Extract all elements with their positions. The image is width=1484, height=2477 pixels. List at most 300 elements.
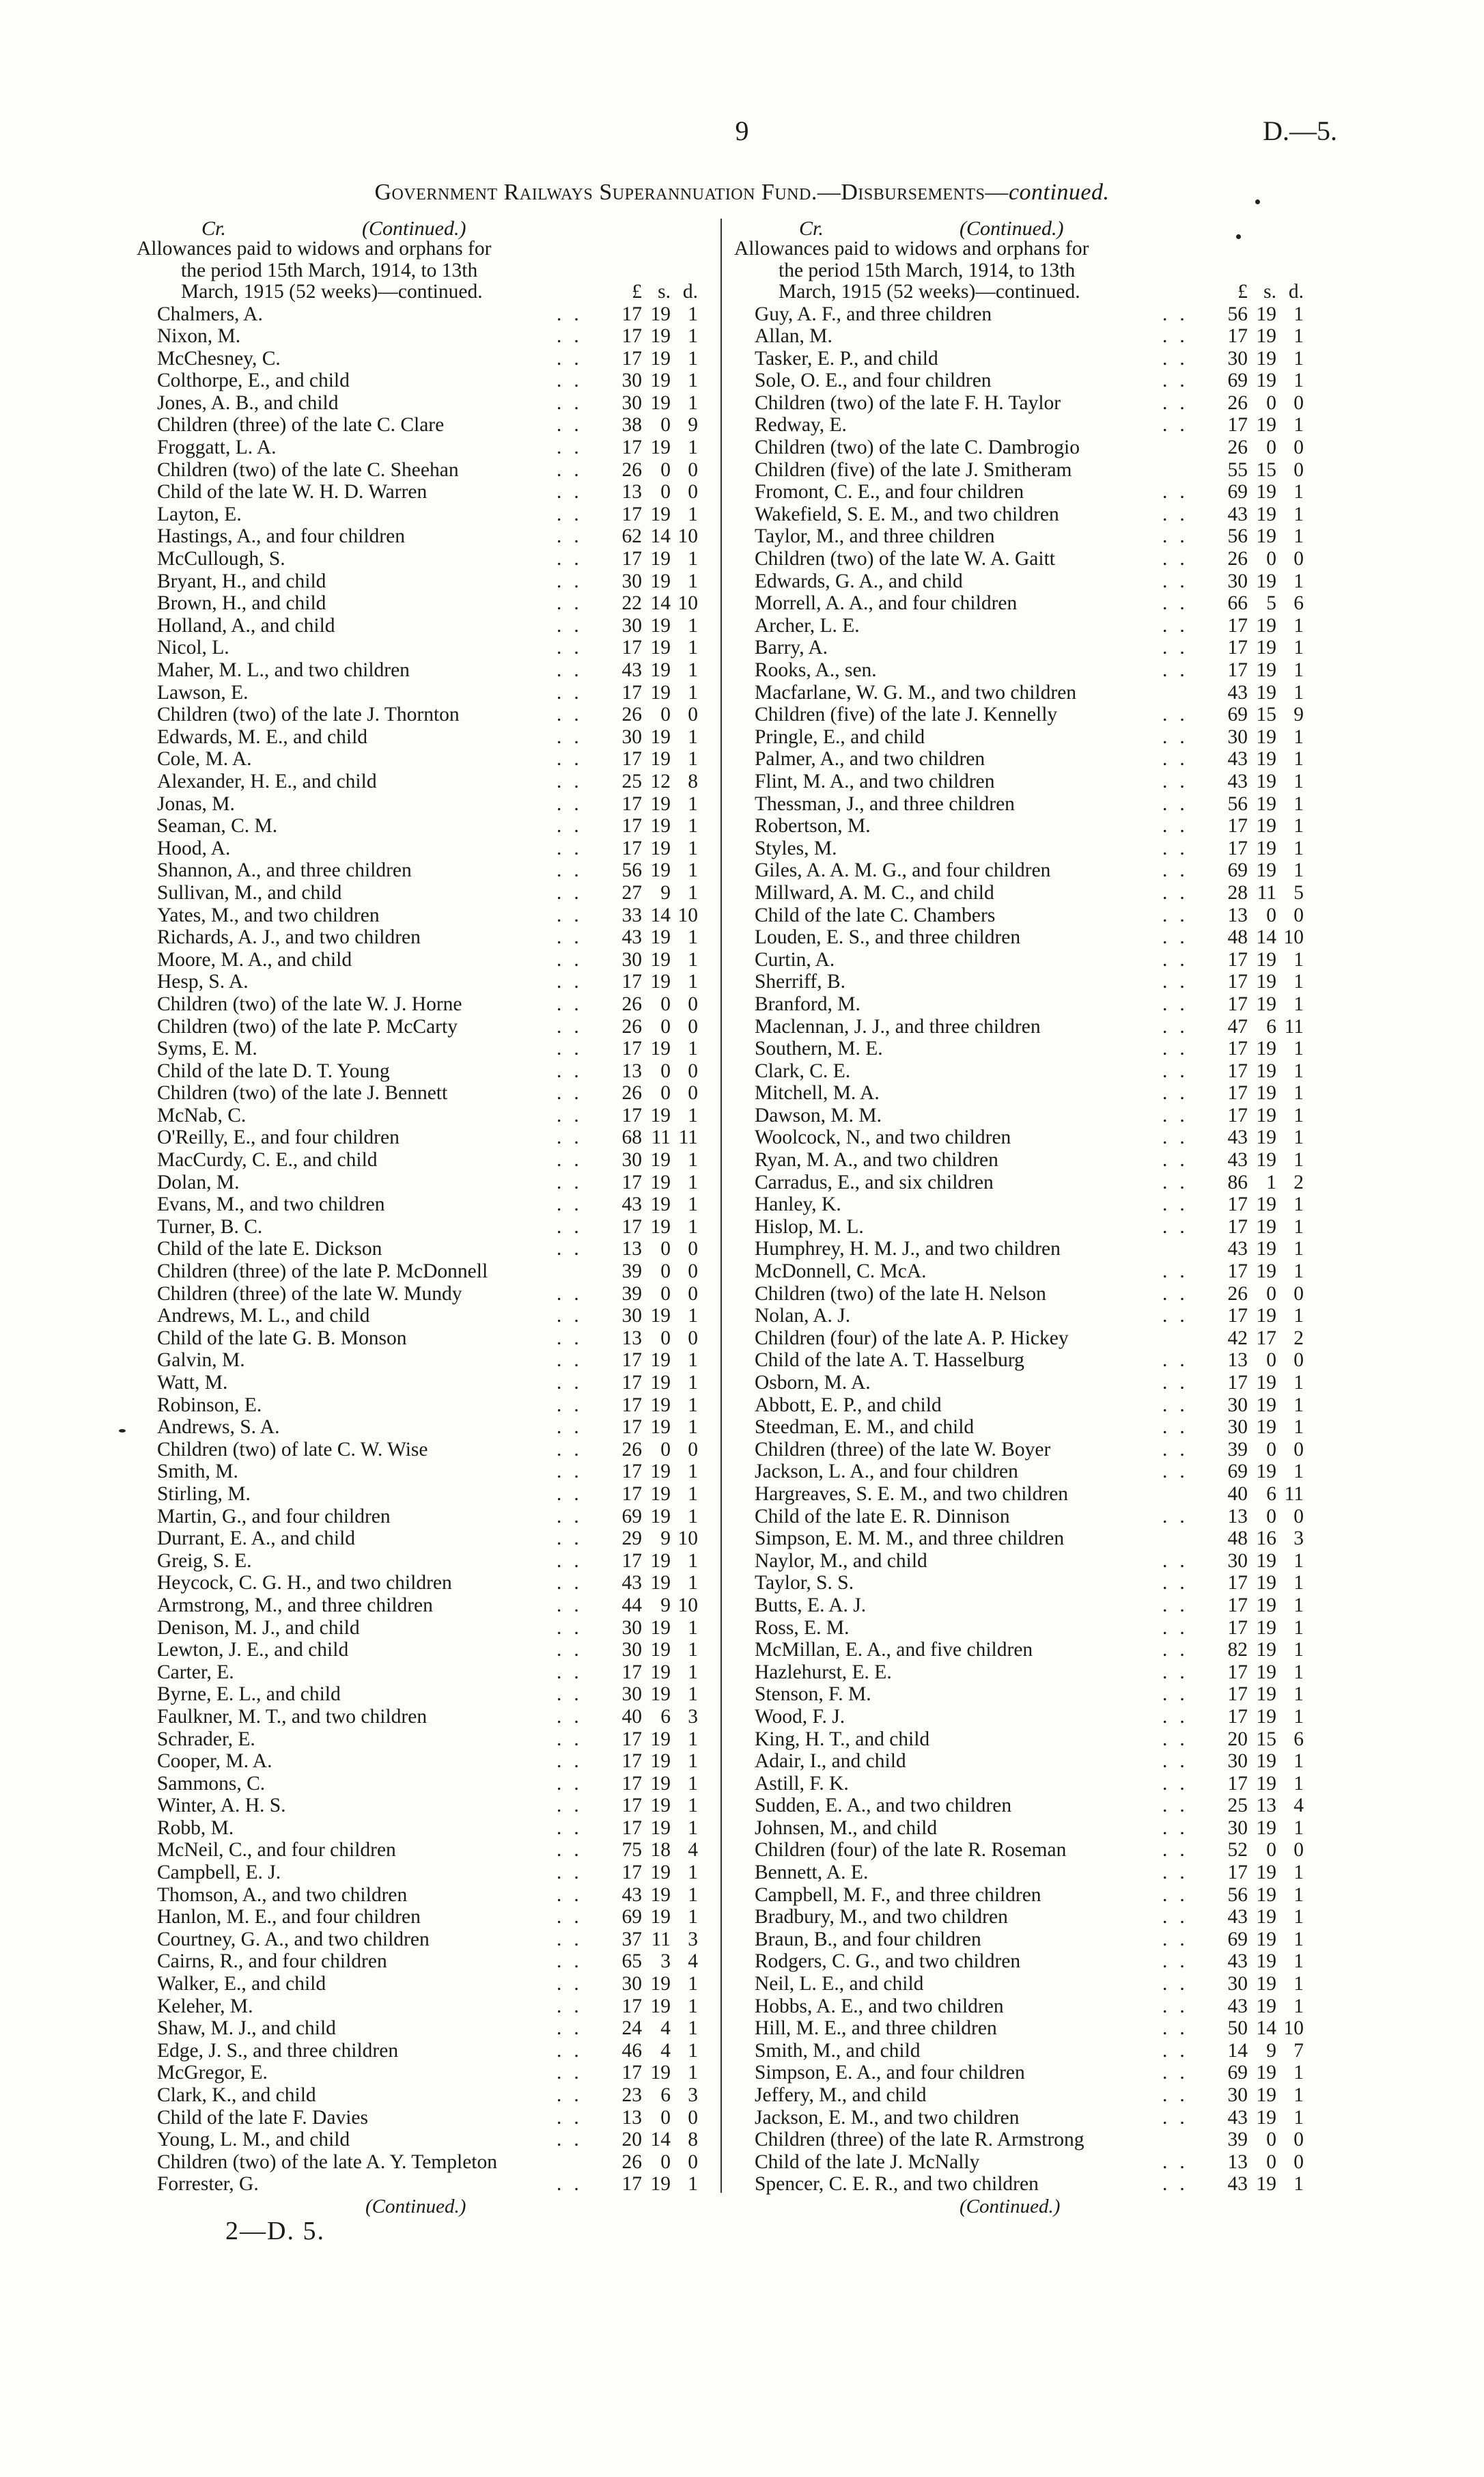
amount-pounds: 30 [621,1639,642,1661]
amount-pounds: 30 [1227,1549,1248,1572]
leader-dots: .. [557,1594,591,1616]
leader-dots: .. [557,391,591,414]
payee-name: Child of the late A. T. Hasselburg [755,1349,1024,1372]
column-header [137,217,731,238]
payee-name: Children (two) of the late C. Sheehan [157,458,459,481]
amount-shillings: 19 [650,1572,671,1594]
amount-pence: 1 [1293,2084,1304,2106]
table-row [137,1884,731,1907]
table-row [734,904,1328,927]
table-row [137,1394,731,1417]
payee-name: Smith, M., and child [755,2039,921,2062]
payee-name: Jackson, E. M., and two children [755,2106,1020,2129]
table-row [734,1416,1328,1439]
amount-pence: 10 [677,1527,698,1550]
payee-name: Children (three) of the late R. Armstrong [755,2129,1084,2151]
amount-pence: 1 [688,1372,698,1394]
leader-dots: .. [1162,1038,1197,1060]
table-row [734,659,1328,682]
amount-shillings: 19 [650,1193,671,1216]
payee-name: Steedman, E. M., and child [755,1416,975,1439]
amount-shillings: 0 [1266,1839,1276,1862]
payee-name: Morrell, A. A., and four children [755,592,1018,615]
amount-shillings: 19 [650,437,671,459]
amount-pence: 1 [688,2039,698,2062]
table-row [734,1639,1328,1661]
payee-name: Forrester, G. [157,2173,259,2196]
leader-dots: .. [1162,1862,1197,1884]
amount-pounds: 26 [621,1015,642,1038]
amount-shillings: 19 [1256,1772,1276,1795]
amount-shillings: 19 [650,1816,671,1839]
amount-pounds: 17 [1227,1104,1248,1126]
amount-shillings: 0 [660,1282,671,1305]
amount-pence: 1 [688,347,698,370]
table-row [137,1416,731,1439]
payee-name: Children (four) of the late A. P. Hickey [755,1327,1069,1349]
table-row [734,1795,1328,1817]
amount-shillings: 14 [650,2129,671,2151]
amount-shillings: 19 [1256,1082,1276,1105]
payee-name: Children (four) of the late R. Roseman [755,1839,1067,1862]
amount-shillings: 3 [660,1950,671,1973]
amount-pence: 1 [688,570,698,592]
payee-name: Pringle, E., and child [755,725,925,748]
table-row [734,1839,1328,1862]
amount-shillings: 19 [1256,1193,1276,1216]
amount-pounds: 43 [1227,1238,1248,1260]
amount-pence: 3 [688,1928,698,1950]
amount-shillings: 0 [1266,1438,1276,1461]
amount-shillings: 12 [650,770,671,792]
leader-dots: .. [557,1438,591,1461]
payee-name: King, H. T., and child [755,1728,930,1750]
leader-dots: .. [1162,370,1197,392]
amount-pence: 1 [1293,1549,1304,1572]
payee-name: Hislop, M. L. [755,1215,864,1238]
amount-pence: 1 [1293,503,1304,525]
amount-pounds: 17 [1227,325,1248,348]
amount-pence: 1 [1293,481,1304,503]
payee-name: Children (two) of the late W. A. Gaitt [755,548,1055,570]
payee-name: Millward, A. M. C., and child [755,881,994,904]
payee-name: Hood, A. [157,837,231,859]
amount-pence: 1 [1293,414,1304,437]
table-row [734,392,1328,415]
leader-dots: .. [557,1305,591,1327]
amount-shillings: 14 [1256,2017,1276,2040]
leader-dots: .. [557,770,591,792]
table-row [734,1884,1328,1907]
payee-name: Guy, A. F., and three children [755,303,992,325]
amount-pence: 0 [1293,2129,1304,2151]
table-row [734,1906,1328,1928]
table-row [137,882,731,904]
payee-name: Robb, M. [157,1816,234,1839]
table-row [137,2084,731,2107]
amount-shillings: 1 [1266,1171,1276,1193]
amount-shillings: 19 [650,1394,671,1416]
amount-pence: 1 [688,971,698,993]
amount-shillings: 13 [1256,1795,1276,1817]
amount-pounds: 17 [1227,1372,1248,1394]
shillings-header: s. [658,281,671,303]
table-row [734,2017,1328,2040]
table-row [137,726,731,749]
leader-dots: .. [557,548,591,570]
amount-shillings: 0 [1266,1349,1276,1372]
table-row [137,637,731,659]
amount-pounds: 17 [1227,659,1248,681]
leader-dots: .. [557,2039,591,2062]
payee-name: Cole, M. A. [157,748,252,771]
amount-pence: 0 [1293,437,1304,459]
amount-pounds: 30 [621,370,642,392]
amount-pounds: 17 [1227,837,1248,859]
amount-shillings: 0 [1266,1282,1276,1305]
payee-name: Edge, J. S., and three children [157,2039,399,2062]
leader-dots: .. [557,1082,591,1105]
leader-dots: .. [557,1349,591,1372]
amount-pence: 1 [688,1772,698,1795]
document-reference: D.—5. [1263,115,1337,146]
amount-pounds: 47 [1227,1015,1248,1038]
amount-pounds: 25 [621,770,642,792]
payee-name: Nolan, A. J. [755,1305,851,1327]
amount-pence: 1 [1293,859,1304,882]
amount-pence: 3 [688,1705,698,1728]
leader-dots: .. [557,481,591,503]
amount-pounds: 17 [621,748,642,771]
amount-pounds: 17 [1227,414,1248,437]
amount-pounds: 55 [1227,458,1248,481]
table-row [137,1283,731,1305]
table-row [734,1594,1328,1617]
amount-pounds: 43 [1227,748,1248,771]
amount-shillings: 19 [650,2173,671,2196]
table-row [137,1550,731,1573]
amount-pounds: 43 [1227,1149,1248,1172]
payee-name: Greig, S. E. [157,1549,252,1572]
leader-dots: .. [1162,1906,1197,1928]
amount-pence: 1 [688,1816,698,1839]
amount-shillings: 19 [650,725,671,748]
table-row [734,503,1328,526]
leader-dots: .. [557,1616,591,1639]
amount-pounds: 75 [621,1839,642,1862]
payee-name: McMillan, E. A., and five children [755,1639,1033,1661]
amount-pence: 1 [1293,614,1304,637]
amount-pounds: 13 [1227,1505,1248,1527]
amount-pence: 1 [688,391,698,414]
amount-shillings: 19 [650,792,671,815]
amount-pence: 0 [1293,1349,1304,1372]
speck-mark [1255,199,1260,204]
amount-pounds: 29 [621,1527,642,1550]
table-row [137,1193,731,1216]
amount-pounds: 17 [621,1171,642,1193]
payee-name: Shaw, M. J., and child [157,2017,336,2040]
leader-dots: .. [1162,1973,1197,1995]
right-column [734,217,1328,2217]
leader-dots: .. [1162,391,1197,414]
payee-name: Astill, F. K. [755,1772,849,1795]
table-row [137,2107,731,2129]
table-row [734,348,1328,370]
amount-pounds: 17 [621,325,642,348]
payee-name: McDonnell, C. McA. [755,1260,927,1283]
amount-pounds: 26 [621,1082,642,1105]
table-row [734,1572,1328,1594]
payee-name: Simpson, E. A., and four children [755,2062,1025,2084]
payee-name: Schrader, E. [157,1728,255,1750]
payee-name: Layton, E. [157,503,242,525]
table-row [734,2107,1328,2129]
payee-name: Alexander, H. E., and child [157,770,377,792]
amount-pence: 1 [688,2062,698,2084]
table-row [734,993,1328,1016]
amount-shillings: 19 [1256,1215,1276,1238]
amount-pounds: 30 [1227,1973,1248,1995]
leader-dots: .. [1162,1616,1197,1639]
amount-pounds: 17 [1227,815,1248,838]
payee-name: Ross, E. M. [755,1616,850,1639]
table-row [137,1728,731,1751]
table-row [734,882,1328,904]
amount-shillings: 19 [1256,1260,1276,1283]
amount-pence: 0 [1293,1839,1304,1862]
amount-pence: 1 [688,1639,698,1661]
amount-pence: 1 [688,1795,698,1817]
leader-dots: .. [557,971,591,993]
amount-shillings: 19 [650,948,671,971]
leader-dots: .. [1162,1683,1197,1706]
amount-shillings: 19 [650,1661,671,1683]
table-row [137,592,731,615]
payee-name: Children (two) of the late H. Nelson [755,1282,1046,1305]
amount-pounds: 17 [621,637,642,659]
amount-pounds: 17 [1227,1038,1248,1060]
amount-shillings: 19 [650,1683,671,1706]
amount-pence: 1 [688,303,698,325]
leader-dots: .. [1162,1594,1197,1616]
leader-dots: .. [1162,948,1197,971]
payee-name: Child of the late E. Dickson [157,1238,382,1260]
amount-pounds: 50 [1227,2017,1248,2040]
table-row [734,592,1328,615]
table-row [137,1706,731,1728]
heading-line-last [137,281,731,303]
leader-dots: .. [1162,904,1197,926]
payee-name: Redway, E. [755,414,847,437]
amount-shillings: 0 [660,414,671,437]
amount-shillings: 19 [650,1505,671,1527]
payee-name: Evans, M., and two children [157,1193,385,1216]
payee-name: Smith, M. [157,1461,238,1483]
amount-shillings: 19 [1256,370,1276,392]
amount-pence: 2 [1293,1327,1304,1349]
amount-pounds: 30 [1227,725,1248,748]
leader-dots: .. [557,1973,591,1995]
leader-dots: .. [1162,1639,1197,1661]
table-row [734,2040,1328,2062]
leader-dots: .. [557,681,591,704]
amount-pounds: 43 [1227,1995,1248,2017]
amount-pence: 10 [677,592,698,615]
payee-name: Richards, A. J., and two children [157,926,421,949]
leader-dots: .. [557,2062,591,2084]
table-row [137,325,731,348]
payee-name: Taylor, S. S. [755,1572,854,1594]
pounds-header: £ [1237,281,1248,303]
amount-pence: 0 [688,1060,698,1082]
amount-shillings: 19 [1256,1549,1276,1572]
payee-name: Hargreaves, S. E. M., and two children [755,1482,1069,1505]
payee-name: Hanlon, M. E., and four children [157,1906,421,1928]
leader-dots: .. [557,1816,591,1839]
amount-pounds: 24 [621,2017,642,2040]
column-footer [734,2196,1328,2217]
payee-name: Styles, M. [755,837,837,859]
amount-shillings: 0 [1266,1505,1276,1527]
amount-pounds: 30 [621,391,642,414]
table-row [137,1172,731,1194]
amount-shillings: 6 [660,2084,671,2106]
payee-name: Martin, G., and four children [157,1505,391,1527]
amount-pounds: 30 [1227,2084,1248,2106]
amount-pence: 1 [1293,1260,1304,1283]
table-row [137,2062,731,2084]
leader-dots: .. [557,1839,591,1862]
leader-dots: .. [557,948,591,971]
payee-name: Johnsen, M., and child [755,1816,938,1839]
amount-pence: 1 [1293,1238,1304,1260]
payee-name: Louden, E. S., and three children [755,926,1021,949]
leader-dots: .. [1162,659,1197,681]
amount-pence: 1 [1293,725,1304,748]
amount-pounds: 44 [621,1594,642,1616]
table-row [137,659,731,682]
amount-pounds: 56 [1227,303,1248,325]
amount-shillings: 19 [650,1973,671,1995]
amount-pence: 1 [1293,681,1304,704]
payee-name: Robinson, E. [157,1394,262,1416]
amount-pounds: 30 [1227,570,1248,592]
amount-pounds: 66 [1227,592,1248,615]
amount-shillings: 19 [1256,1616,1276,1639]
table-row [137,459,731,482]
amount-pence: 1 [1293,971,1304,993]
table-row [137,1305,731,1327]
amount-pence: 1 [688,792,698,815]
table-row [734,1060,1328,1083]
table-row [734,370,1328,392]
amount-pounds: 38 [621,414,642,437]
amount-pence: 1 [1293,1906,1304,1928]
table-row [137,1149,731,1172]
table-row [137,303,731,326]
amount-shillings: 4 [660,2039,671,2062]
amount-pence: 0 [688,1015,698,1038]
leader-dots: .. [557,859,591,882]
amount-pence: 1 [1293,815,1304,838]
amount-shillings: 6 [660,1705,671,1728]
amount-pence: 1 [688,725,698,748]
payee-name: Carradus, E., and six children [755,1171,994,1193]
amount-pounds: 69 [1227,1928,1248,1950]
amount-pounds: 43 [1227,2173,1248,2196]
table-row [734,1483,1328,1506]
leader-dots: .. [557,2084,591,2106]
table-row [734,1995,1328,2018]
table-row [137,926,731,949]
table-row [137,1928,731,1951]
leader-dots: .. [557,2106,591,2129]
payee-name: Nicol, L. [157,637,229,659]
amount-shillings: 0 [660,1327,671,1349]
table-row [734,1105,1328,1127]
amount-pounds: 40 [1227,1482,1248,1505]
leader-dots: .. [1162,1104,1197,1126]
amount-pounds: 69 [1227,481,1248,503]
amount-shillings: 19 [1256,1126,1276,1149]
table-row [734,949,1328,971]
amount-pounds: 17 [1227,1772,1248,1795]
amount-pounds: 43 [1227,503,1248,525]
table-row [734,1817,1328,1840]
table-row [734,1683,1328,1706]
payee-name: Lawson, E. [157,681,249,704]
amount-pounds: 17 [1227,1616,1248,1639]
table-row [137,1817,731,1840]
payee-name: Stenson, F. M. [755,1683,871,1706]
amount-shillings: 19 [650,1149,671,1172]
amount-pence: 11 [678,1126,698,1149]
payee-name: Naylor, M., and child [755,1549,927,1572]
payee-name: Walker, E., and child [157,1973,326,1995]
amount-pence: 1 [688,1683,698,1706]
table-row [734,1506,1328,1528]
amount-pence: 0 [688,1238,698,1260]
amount-pounds: 17 [1227,1572,1248,1594]
amount-shillings: 19 [650,837,671,859]
leader-dots: .. [557,1215,591,1238]
table-row [137,793,731,816]
amount-shillings: 0 [660,704,671,726]
amount-shillings: 19 [1256,1906,1276,1928]
leader-dots: .. [1162,1705,1197,1728]
amount-pence: 1 [1293,948,1304,971]
table-row [734,1773,1328,1795]
amount-shillings: 19 [650,1482,671,1505]
payee-name: Rooks, A., sen. [755,659,877,681]
table-row [734,1238,1328,1260]
amount-shillings: 19 [650,859,671,882]
table-row [137,503,731,526]
allowance-list [734,303,1328,2196]
amount-shillings: 0 [1266,904,1276,926]
amount-shillings: 19 [1256,503,1276,525]
amount-pence: 11 [1284,1482,1304,1505]
amount-shillings: 0 [1266,2150,1276,2173]
amount-pounds: 52 [1227,1839,1248,1862]
leader-dots: .. [1162,481,1197,503]
leader-dots: .. [557,993,591,1015]
leader-dots: .. [1162,1082,1197,1105]
leader-dots: .. [557,1126,591,1149]
payee-name: Courtney, G. A., and two children [157,1928,430,1950]
amount-pounds: 17 [1227,1683,1248,1706]
